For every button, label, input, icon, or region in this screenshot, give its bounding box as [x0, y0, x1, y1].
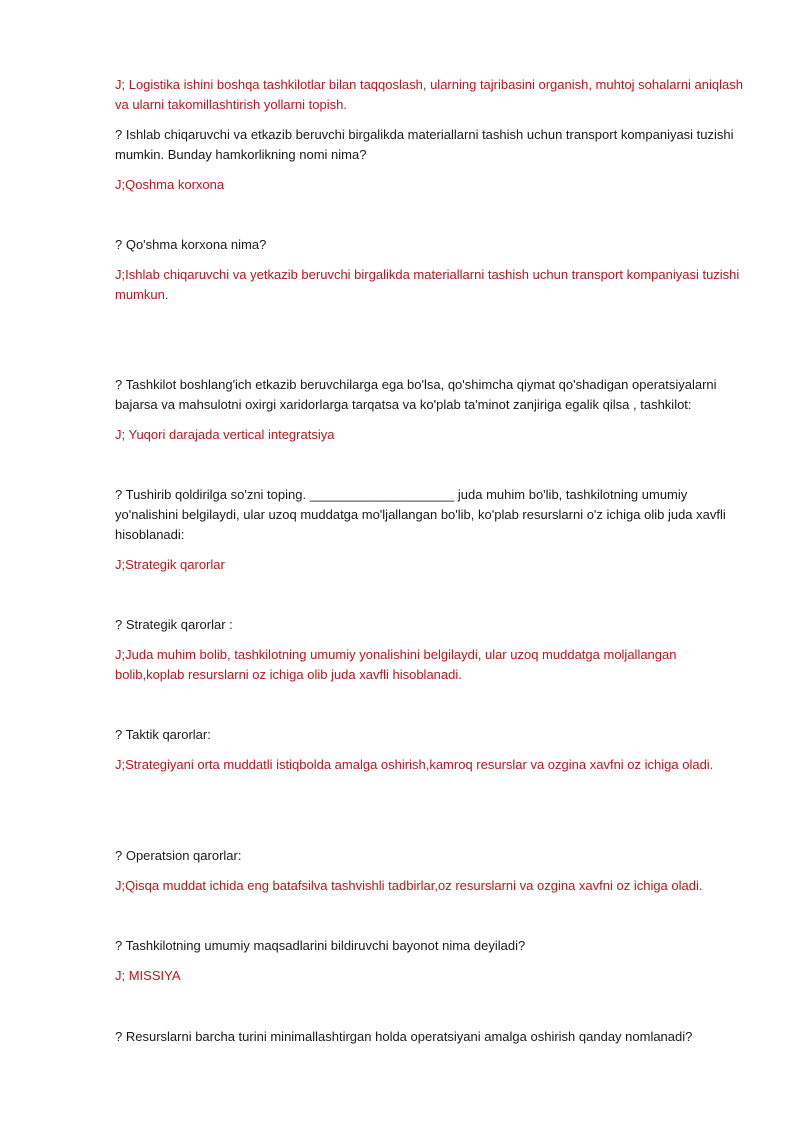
question-text: ? Strategik qarorlar :: [115, 617, 233, 632]
question-text: ? Operatsion qarorlar:: [115, 848, 242, 863]
answer-text: J;Ishlab chiqaruvchi va yetkazib beruvchi birgalikda materiallarni tashish uchun transport kompaniyasi tuzishi mumkun.: [115, 267, 740, 302]
question-text: ? Taktik qarorlar:: [115, 727, 211, 742]
question-text: ? Qo'shma korxona nima?: [115, 237, 267, 252]
answer-text: J; Yuqori darajada vertical integratsiya: [115, 427, 335, 442]
answer-text: J;Strategik qarorlar: [115, 557, 225, 572]
answer-text: J;Qisqa muddat ichida eng batafsilva tashvishli tadbirlar,oz resurslarni va ozgina xavfni oz ichiga oladi.: [115, 878, 703, 893]
question-text: ? Resurslarni barcha turini minimallashtirgan holda operatsiyani amalga oshirish qanday nomlanadi?: [115, 1029, 693, 1044]
question-text: ? Tashkilot boshlang'ich etkazib beruvchilarga ega bo'lsa, qo'shimcha qiymat qo'shadigan operatsiyalarni bajarsa va mahsulotni oxirgi xaridorlarga tarqatsa va ko'plab ta'minot zanjiriga egalik qilsa , tashkilot:: [115, 377, 717, 412]
answer-text: J; Logistika ishini boshqa tashkilotlar bilan taqqoslash, ularning tajribasini organish, muhtoj sohalarni aniqlash va ularni takomillashtirish yollarni topish.: [115, 77, 743, 112]
question-text: ? Tashkilotning umumiy maqsadlarini bildiruvchi bayonot nima deyiladi?: [115, 938, 526, 953]
question-text: ? Tushirib qoldirilga so'zni toping. ____________________ juda muhim bo'lib, tashkilotning umumiy yo'nalishini belgilaydi, ular uzoq muddatga mo'ljallangan bo'lib, ko'plab resurslarni o'z ichiga olib juda xavfli hisoblanadi:: [115, 487, 726, 542]
answer-text: J;Juda muhim bolib, tashkilotning umumiy yonalishini belgilaydi, ular uzoq muddatga moljallangan bolib,koplab resurslarni oz ichiga olib juda xavfli hisoblanadi.: [115, 647, 677, 682]
question-text: ? Ishlab chiqaruvchi va etkazib beruvchi birgalikda materiallarni tashish uchun transport kompaniyasi tuzishi mumkin. Bunday hamkorlikning nomi nima?: [115, 127, 734, 162]
answer-text: J; MISSIYA: [115, 968, 181, 983]
answer-text: J;Strategiyani orta muddatli istiqbolda amalga oshirish,kamroq resurslar va ozgina xavfni oz ichiga oladi.: [115, 757, 714, 772]
answer-text: J;Qoshma korxona: [115, 177, 225, 192]
